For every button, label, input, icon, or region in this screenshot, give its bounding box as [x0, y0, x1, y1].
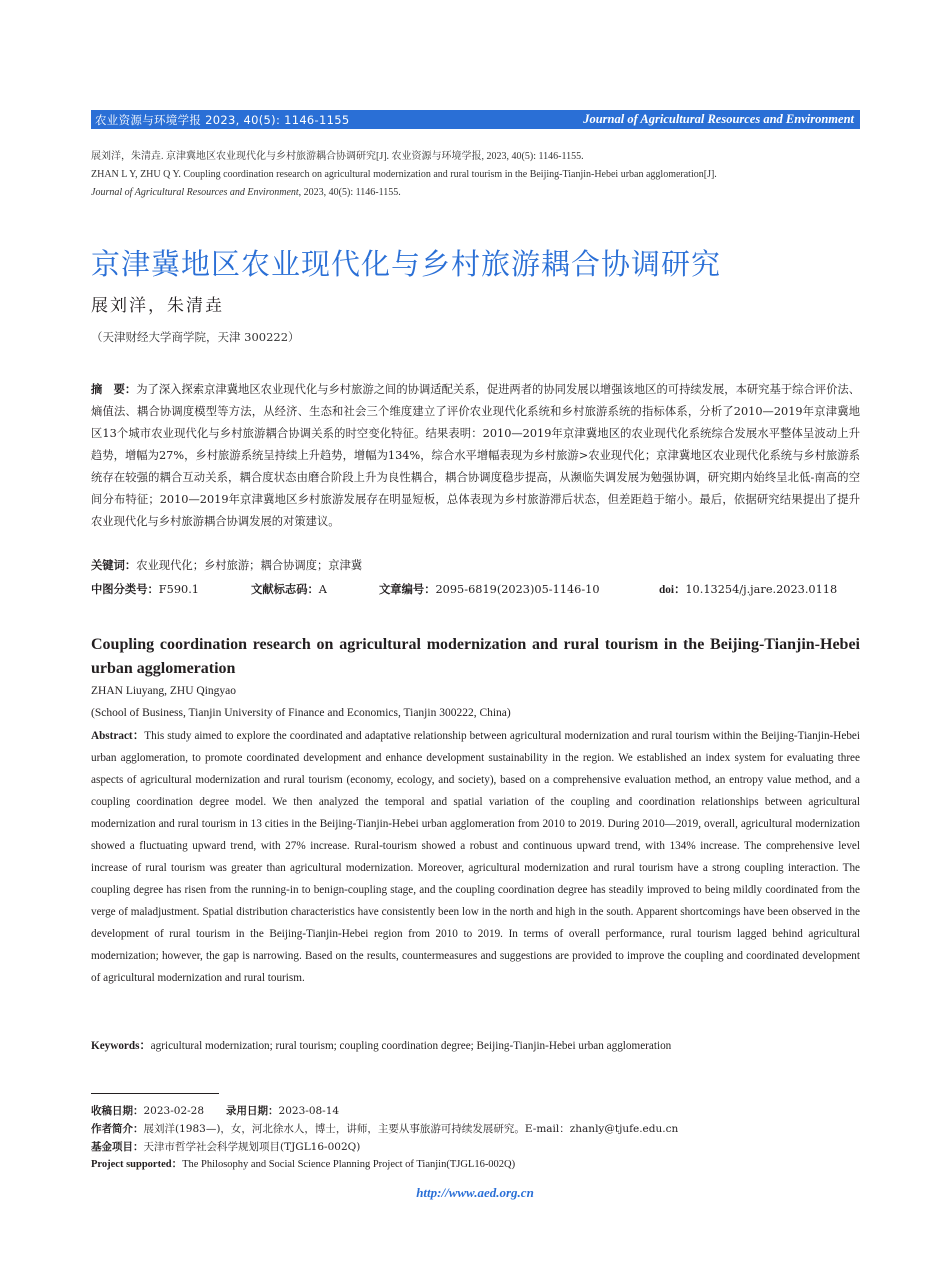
keywords-en-label: Keywords： — [91, 1040, 151, 1052]
article-title-cn: 京津冀地区农业现代化与乡村旅游耦合协调研究 — [91, 247, 722, 281]
keywords-en-text: agricultural modernization; rural tourism; coupling coordination degree; Beijing-Tianjin-Hebei urban agglomeration — [150, 1040, 672, 1052]
citation-en-rest: , 2023, 40(5): 1146-1155. — [298, 187, 401, 198]
abstract-en-label: Abstract： — [91, 730, 145, 742]
doi-value: 10.13254/j.jare.2023.0118 — [685, 583, 838, 596]
article-number — [379, 581, 600, 597]
footnote-divider — [91, 1093, 219, 1094]
doi-label: doi： — [659, 584, 686, 596]
journal-header-band — [91, 110, 860, 129]
keywords-en — [91, 1037, 671, 1053]
received-date: 2023-02-28 — [143, 1105, 205, 1117]
accepted-label: 录用日期： — [226, 1105, 279, 1117]
fund-text: 天津市哲学社会科学规划项目(TJGL16-002Q) — [143, 1141, 361, 1153]
affiliation-en: (School of Business, Tianjin University of Finance and Economics, Tianjin 300222, China) — [91, 707, 511, 719]
affiliation-cn: （天津财经大学商学院，天津 300222） — [91, 330, 300, 344]
clc-value: F590.1 — [158, 583, 199, 596]
document-code-label: 文献标志码： — [251, 583, 319, 596]
footnote-author-bio — [91, 1121, 678, 1137]
authors-en: ZHAN Liuyang, ZHU Qingyao — [91, 685, 237, 697]
project-text: The Philosophy and Social Science Planning Project of Tianjin(TJGL16-002Q) — [182, 1159, 516, 1170]
article-title-en: Coupling coordination research on agricultural modernization and rural tourism in the Beijing-Tianjin-Hebei urban agglomeration — [91, 636, 860, 677]
citation-en-line1: ZHAN L Y, ZHU Q Y. Coupling coordination research on agricultural modernization and rural tourism in the Beijing-Tianjin-Hebei urban agglomeration[J]. — [91, 169, 717, 180]
author-bio-text: 展刘洋(1983—)，女，河北徐水人，博士，讲师，主要从事旅游可持续发展研究。E-mail：zhanly@tjufe.edu.cn — [143, 1123, 679, 1135]
abstract-en — [91, 725, 860, 989]
document-code-value: A — [318, 583, 327, 596]
footnote-project — [91, 1157, 515, 1173]
clc-number — [91, 581, 199, 597]
keywords-cn — [91, 557, 362, 573]
journal-header-en: Journal of Agricultural Resources and Environment — [583, 112, 854, 126]
doi — [659, 581, 837, 597]
abstract-en-text: This study aimed to explore the coordinated and adaptative relationship between agricultural modernization and rural tourism within the Beijing-Tianjin-Hebei urban agglomeration, to promote coordinated development and enhance development sustainability in the region. We established an index system for evaluating three aspects of agricultural modernization and rural tourism (economy, ecology, and society), based on a comprehensive evaluation method, an entropy value method, and a coupling coordination degree model. We then analyzed the temporal and spatial variation of the coupling and coordination relationships between agricultural modernization and rural tourism in 13 cities in the Beijing-Tianjin-Hebei urban agglomeration from 2010 to 2019. During 2010—2019, overall, agricultural modernization showed a fluctuating upward trend, with 27% increase. Rural-tourism showed a robust and continuous upward trend, with 134% increase. The comprehensive level increase of rural tourism was greater than agricultural modernization. Moreover, agricultural modernization and rural tourism have a strong coupling interaction. The coupling degree has risen from the running-in to benign-coupling stage, and the coupling coordination degree has steadily improved to being mildly coordinated from the verge of maladjustment. Spatial distribution characteristics have consistently been low in the north and high in the south. Apparent shortcomings have been observed in the development of rural tourism in the Beijing-Tianjin-Hebei region from 2010 to 2019. In terms of overall performance, rural tourism lagged behind agricultural modernization; however, the gap is narrowing. Based on the results, countermeasures and suggestions are provided to improve the coupling and coordinated development of agricultural modernization and rural tourism. — [91, 730, 860, 984]
article-number-label: 文章编号： — [379, 583, 436, 596]
author-bio-label: 作者简介： — [91, 1123, 144, 1135]
journal-website-link[interactable]: http://www.aed.org.cn — [416, 1185, 534, 1200]
citation-cn: 展刘洋，朱清垚. 京津冀地区农业现代化与乡村旅游耦合协调研究[J]. 农业资源与环境学报, 2023, 40(5): 1146-1155. — [91, 151, 584, 162]
accepted-date: 2023-08-14 — [278, 1105, 340, 1117]
clc-label: 中图分类号： — [91, 583, 159, 596]
abstract-cn-text: 为了深入探索京津冀地区农业现代化与乡村旅游之间的协调适配关系，促进两者的协同发展以增强该地区的可持续发展，本研究基于综合评价法、熵值法、耦合协调度模型等方法，从经济、生态和社会三个维度建立了评价农业现代化系统和乡村旅游系统的指标体系，分析了2010—2019年京津冀地区13个城市农业现代化与乡村旅游耦合协调关系的时空变化特征。结果表明：2010—2019年京津冀地区的农业现代化系统综合发展水平整体呈波动上升趋势，增幅为27%，乡村旅游系统呈持续上升趋势，增幅为134%，综合水平增幅表现为乡村旅游>农业现代化；京津冀地区农业现代化系统与乡村旅游系统存在较强的耦合互动关系，耦合度状态由磨合阶段上升为良性耦合，耦合协调度稳步提高，从濒临失调发展为勉强协调，研究期内始终呈北低-南高的空间分布特征；2010—2019年京津冀地区乡村旅游发展存在明显短板，总体表现为乡村旅游滞后状态，但差距趋于缩小。最后，依据研究结果提出了提升农业现代化与乡村旅游耦合协调发展的对策建议。 — [91, 383, 860, 528]
citation-en-journal: Journal of Agricultural Resources and Environment — [91, 187, 299, 198]
document-code — [251, 581, 327, 597]
journal-header-cn: 农业资源与环境学报 2023, 40(5): 1146-1155 — [95, 112, 350, 127]
citation-en — [91, 166, 860, 202]
received-label: 收稿日期： — [91, 1105, 144, 1117]
footnote-dates — [91, 1103, 339, 1119]
project-label: Project supported： — [91, 1159, 183, 1170]
article-number-value: 2095-6819(2023)05-1146-10 — [435, 583, 600, 596]
keywords-cn-text: 农业现代化；乡村旅游；耦合协调度；京津冀 — [136, 559, 363, 572]
abstract-cn — [91, 379, 860, 533]
keywords-cn-label: 关键词： — [91, 559, 137, 572]
footnote-fund — [91, 1139, 360, 1155]
abstract-cn-label: 摘 要： — [91, 383, 137, 396]
fund-label: 基金项目： — [91, 1141, 144, 1153]
authors-cn: 展刘洋，朱清垚 — [91, 296, 224, 316]
